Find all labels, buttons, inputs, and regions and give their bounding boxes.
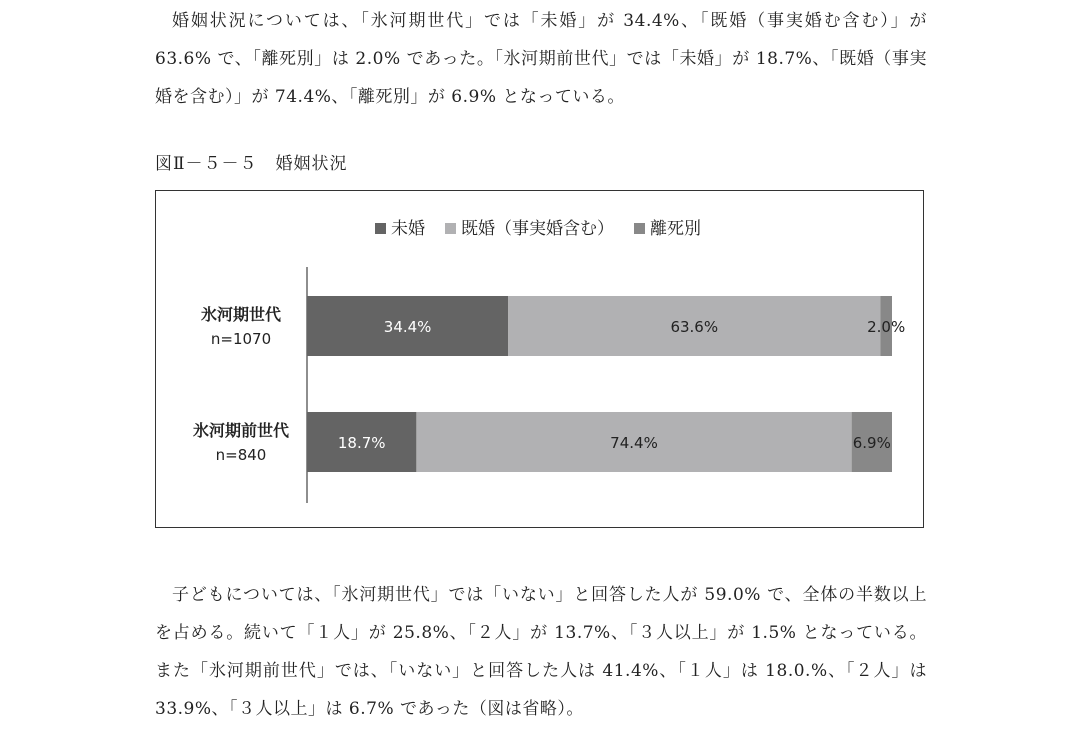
data-label: 74.4% [610, 434, 658, 452]
stacked-bar-chart [156, 191, 922, 526]
data-label: 6.9% [852, 434, 891, 452]
paragraph-text: 子どもについては、「氷河期世代」では「いない」と回答した人が 59.0% で、全体の半数以上を占める。続いて「１人」が 25.8%、「２人」が 13.7%、「３人以上」が 1.5% となっている。また「氷河期前世代」では、「いない」と回答した人は 41.4%、「１人」は 18.0.%、「２人」は 33.9%、「３人以上」は 6.7% であった（図は省略）。 [155, 585, 927, 719]
category-label: 氷河期前世代 [192, 421, 290, 440]
category-label: 氷河期世代 [200, 305, 282, 324]
data-label: 34.4% [383, 318, 432, 336]
data-label: 2.0% [867, 318, 906, 336]
data-label: 18.7% [337, 434, 386, 452]
legend-swatch-2 [445, 223, 456, 234]
chart-frame [155, 190, 924, 528]
figure-title: 図Ⅱ－５－５ 婚姻状況 [155, 154, 348, 174]
legend-swatch-1 [375, 223, 386, 234]
legend-label-2: 既婚（事実婚含む） [461, 219, 614, 239]
paragraph-text: 婚姻状況については、「氷河期世代」では「未婚」が 34.4%、「既婚（事実婚む含む）」が 63.6% で、「離死別」は 2.0% であった。「氷河期前世代」では「未婚」が 18.7%、「既婚（事実婚を含む）」が 74.4%、「離死別」が 6.9% となっている。 [155, 11, 927, 107]
paragraph-marital-status [155, 2, 927, 116]
category-n-label: n=1070 [210, 330, 272, 348]
paragraph-children [155, 576, 927, 728]
legend-swatch-3 [634, 223, 645, 234]
data-label: 63.6% [670, 318, 719, 336]
legend-label-1: 未婚 [391, 219, 425, 239]
legend-label-3: 離死別 [650, 219, 701, 239]
category-n-label: n=840 [215, 446, 267, 464]
